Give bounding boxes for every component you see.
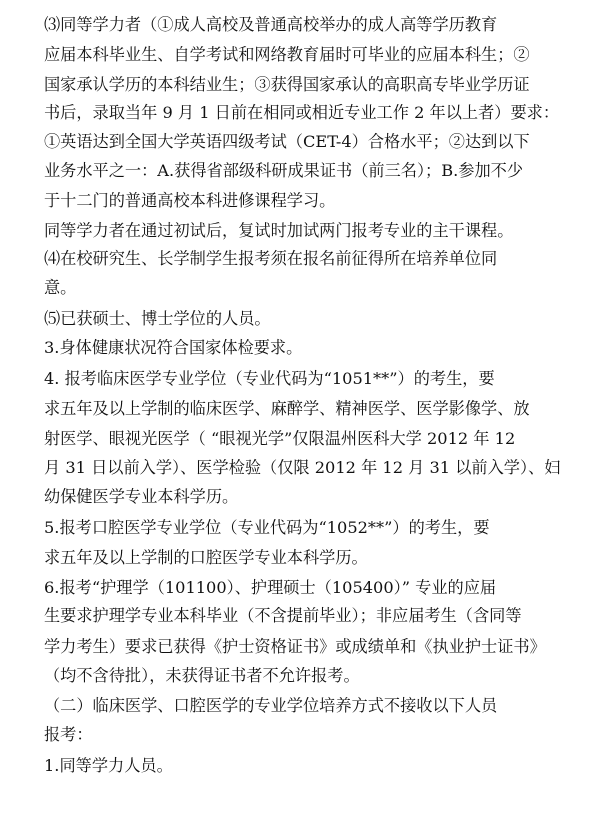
text-line: 报考： <box>44 725 93 744</box>
text-line: ⑶同等学力者（①成人高校及普通高校举办的成人高等学历教育 <box>44 15 498 34</box>
text-line: 国家承认学历的本科结业生；③获得国家承认的高职高专毕业学历证 <box>44 75 530 94</box>
text-line: ⑷在校研究生、长学制学生报考须在报名前征得所在培养单位同 <box>44 249 498 268</box>
text-line: 应届本科毕业生、自学考试和网络教育届时可毕业的应届本科生；② <box>44 45 530 64</box>
text-line: 6.报考“护理学（101100）、护理硕士（105400）” 专业的应届 <box>44 578 497 597</box>
text-line: 5.报考口腔医学专业学位（专业代码为“1052**”）的考生，要 <box>44 518 490 537</box>
text-line: ①英语达到全国大学英语四级考试（CET-4）合格水平；②达到以下 <box>44 132 530 151</box>
text-line: 3.身体健康状况符合国家体检要求。 <box>44 338 303 357</box>
text-line: 于十二门的普通高校本科进修课程学习。 <box>44 191 336 210</box>
text-line: 书后，录取当年 9 月 1 日前在相同或相近专业工作 2 年以上者）要求： <box>44 103 560 122</box>
text-line: ⑸已获硕士、博士学位的人员。 <box>44 309 271 328</box>
text-line: 同等学力者在通过初试后，复试时加试两门报考专业的主干课程。 <box>44 221 514 240</box>
text-line: 月 31 日以前入学）、医学检验（仅限 2012 年 12 月 31 以前入学）、妇 <box>44 458 561 477</box>
text-line: 幼保健医学专业本科学历。 <box>44 487 239 506</box>
text-line: 4. 报考临床医学专业学位（专业代码为“1051**”）的考生，要 <box>44 369 495 388</box>
text-line: （均不含待批），未获得证书者不允许报考。 <box>44 666 360 685</box>
text-line: 1.同等学力人员。 <box>44 756 173 775</box>
text-line: 业务水平之一：A.获得省部级科研成果证书（前三名）；B.参加不少 <box>44 161 524 180</box>
text-line: （二）临床医学、口腔医学的专业学位培养方式不接收以下人员 <box>44 696 498 715</box>
text-line: 求五年及以上学制的口腔医学专业本科学历。 <box>44 548 368 567</box>
text-line: 学力考生）要求已获得《护士资格证书》或成绩单和《执业护士证书》 <box>44 637 546 656</box>
text-line: 射医学、眼视光医学（ “眼视光学”仅限温州医科大学 2012 年 12 <box>44 429 516 448</box>
text-line: 意。 <box>44 278 77 297</box>
text-line: 求五年及以上学制的临床医学、麻醉学、精神医学、医学影像学、放 <box>44 399 530 418</box>
text-line: 生要求护理学专业本科毕业（不含提前毕业）；非应届考生（含同等 <box>44 606 522 625</box>
